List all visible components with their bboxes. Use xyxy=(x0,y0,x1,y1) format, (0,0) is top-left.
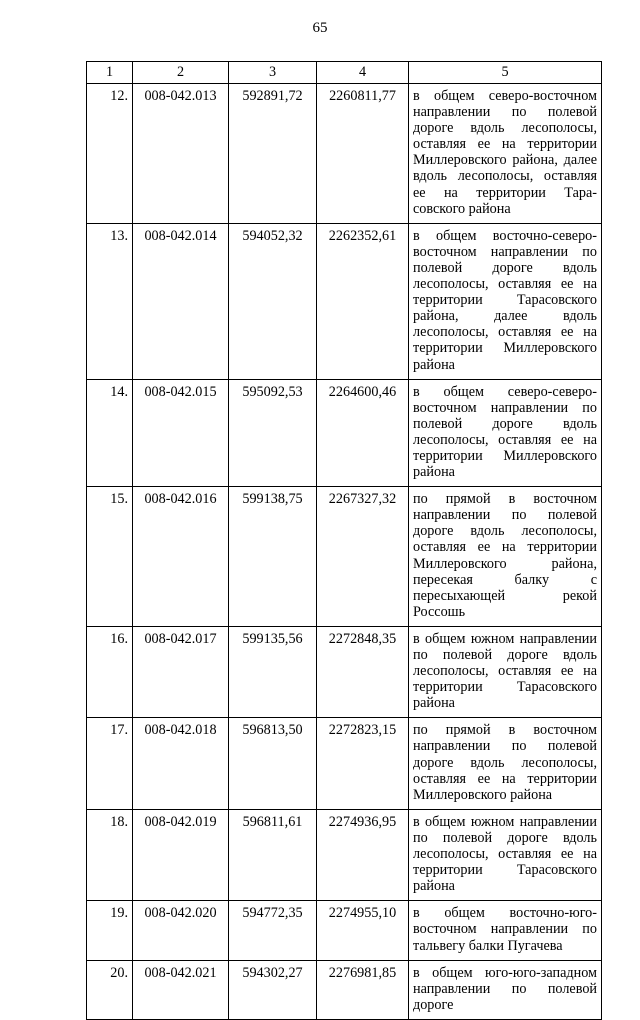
row-number: 15. xyxy=(87,487,133,627)
row-number: 14. xyxy=(87,379,133,487)
point-code: 008-042.017 xyxy=(133,626,229,717)
boundary-description: в общем северо-восточном направлении по полевой дороге вдоль лесополосы, оставляя ее на территории Миллеровского района, далее вдоль лесополосы, оставляя ее на территории Тарасовского района xyxy=(409,84,602,224)
coordinate-y: 2267327,32 xyxy=(317,487,409,627)
row-number: 16. xyxy=(87,626,133,717)
coordinate-x: 599135,56 xyxy=(229,626,317,717)
boundary-description: в общем северо-северо-восточном направлении по полевой дороге вдоль лесополосы, оставляя ее на территории Миллеровского района xyxy=(409,379,602,487)
coordinate-x: 594302,27 xyxy=(229,960,317,1019)
boundary-description: в общем южном направлении по полевой дороге вдоль лесополосы, оставляя ее на территории Тарасовского района xyxy=(409,626,602,717)
table-row xyxy=(87,84,602,224)
coordinate-y: 2260811,77 xyxy=(317,84,409,224)
coordinate-x: 599138,75 xyxy=(229,487,317,627)
coordinate-y: 2264600,46 xyxy=(317,379,409,487)
table-row xyxy=(87,901,602,960)
boundary-description: по прямой в восточном направлении по полевой дороге вдоль лесополосы, оставляя ее на территории Миллеровского района xyxy=(409,718,602,809)
column-header-1: 1 xyxy=(87,62,133,84)
coordinate-y: 2274955,10 xyxy=(317,901,409,960)
coordinate-y: 2274936,95 xyxy=(317,809,409,900)
coordinate-x: 594772,35 xyxy=(229,901,317,960)
coordinate-y: 2272823,15 xyxy=(317,718,409,809)
boundary-description: по прямой в восточном направлении по полевой дороге вдоль лесополосы, оставляя ее на территории Миллеровского района, пересекая балку с пересыхающей рекой Россошь xyxy=(409,487,602,627)
column-header-4: 4 xyxy=(317,62,409,84)
row-number: 18. xyxy=(87,809,133,900)
coordinate-x: 594052,32 xyxy=(229,223,317,379)
boundary-description: в общем восточно-юго-восточном направлении по тальвегу балки Пугачева xyxy=(409,901,602,960)
table-row xyxy=(87,960,602,1019)
point-code: 008-042.021 xyxy=(133,960,229,1019)
boundary-description: в общем восточно-северо-восточном направлении по полевой дороге вдоль лесополосы, оставляя ее на территории Тарасовского района, далее вдоль лесополосы, оставляя ее на территории Миллеровского района xyxy=(409,223,602,379)
point-code: 008-042.014 xyxy=(133,223,229,379)
point-code: 008-042.019 xyxy=(133,809,229,900)
column-header-2: 2 xyxy=(133,62,229,84)
boundary-description: в общем южном направлении по полевой дороге вдоль лесополосы, оставляя ее на территории Тарасовского района xyxy=(409,809,602,900)
point-code: 008-042.015 xyxy=(133,379,229,487)
coordinate-y: 2276981,85 xyxy=(317,960,409,1019)
coordinate-x: 596811,61 xyxy=(229,809,317,900)
page-number: 65 xyxy=(312,20,328,36)
row-number: 13. xyxy=(87,223,133,379)
table-row xyxy=(87,379,602,487)
boundary-coordinates-table xyxy=(86,61,602,1020)
table-row xyxy=(87,223,602,379)
row-number: 19. xyxy=(87,901,133,960)
table-row xyxy=(87,626,602,717)
coordinate-y: 2272848,35 xyxy=(317,626,409,717)
coordinate-x: 596813,50 xyxy=(229,718,317,809)
column-header-5: 5 xyxy=(409,62,602,84)
point-code: 008-042.016 xyxy=(133,487,229,627)
table-row xyxy=(87,487,602,627)
row-number: 20. xyxy=(87,960,133,1019)
point-code: 008-042.020 xyxy=(133,901,229,960)
boundary-description: в общем юго-юго-западном направлении по полевой дороге xyxy=(409,960,602,1019)
coordinate-x: 592891,72 xyxy=(229,84,317,224)
row-number: 12. xyxy=(87,84,133,224)
table-row xyxy=(87,809,602,900)
column-header-3: 3 xyxy=(229,62,317,84)
coordinate-x: 595092,53 xyxy=(229,379,317,487)
table-header-row xyxy=(87,62,602,84)
point-code: 008-042.013 xyxy=(133,84,229,224)
coordinate-y: 2262352,61 xyxy=(317,223,409,379)
point-code: 008-042.018 xyxy=(133,718,229,809)
table-row xyxy=(87,718,602,809)
row-number: 17. xyxy=(87,718,133,809)
